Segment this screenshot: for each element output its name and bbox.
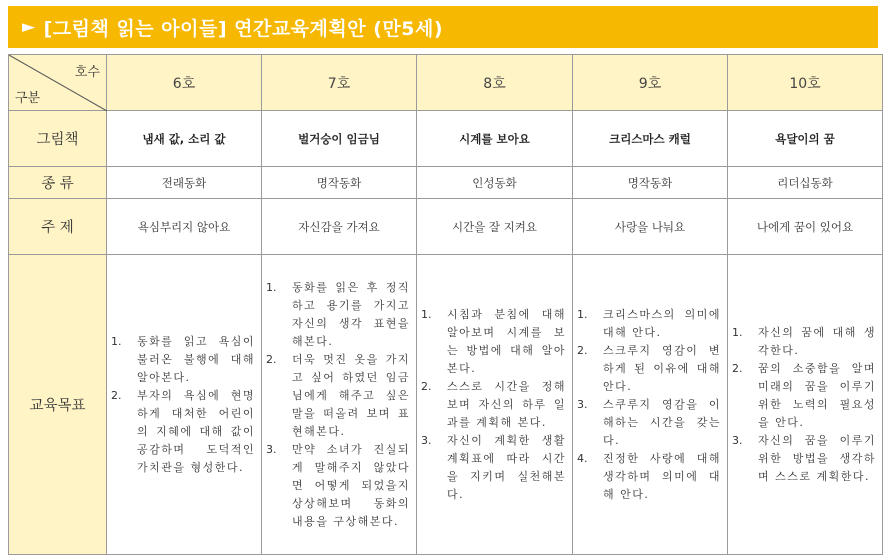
theme-text: 자신감을 가져요 xyxy=(262,199,417,255)
corner-header-cell xyxy=(9,55,107,111)
type-row xyxy=(9,167,883,199)
goal-item: 2. 꿈의 소중함을 알며 미래의 꿈을 이루기 위한 노력의 필요성을 안다. xyxy=(732,361,876,429)
story-type: 인성동화 xyxy=(417,167,573,199)
goals-row xyxy=(9,255,883,555)
goal-item: 2. 스크루지 영감이 변하게 된 이유에 대해 안다. xyxy=(577,343,721,393)
story-type: 명작동화 xyxy=(262,167,417,199)
issue-header: 6호 xyxy=(107,55,262,111)
issue-header: 7호 xyxy=(262,55,417,111)
goals-cell xyxy=(107,255,262,555)
goals-list xyxy=(417,306,572,504)
story-type: 전래동화 xyxy=(107,167,262,199)
goals-list xyxy=(107,333,261,477)
corner-label-issue: 호수 xyxy=(74,65,100,80)
goal-item: 1. 시침과 분침에 대해 알아보며 시계를 보는 방법에 대해 알아본다. xyxy=(421,307,566,375)
corner-label-category: 구분 xyxy=(15,91,41,106)
issue-header: 9호 xyxy=(573,55,728,111)
page-title: [그림책 읽는 아이들] 연간교육계획안 (만5세) xyxy=(43,17,444,40)
goals-list xyxy=(728,324,882,486)
row-label-book: 그림책 xyxy=(9,111,107,167)
issue-header: 8호 xyxy=(417,55,573,111)
goal-item: 2. 부자의 욕심에 현명하게 대처한 어린이의 지혜에 대해 값이 공감하며 도덕적인 가치관을 형성한다. xyxy=(111,388,255,474)
issue-header: 10호 xyxy=(728,55,883,111)
header-row xyxy=(9,55,883,111)
goals-cell xyxy=(728,255,883,555)
theme-text: 사랑을 나눠요 xyxy=(573,199,728,255)
theme-text: 시간을 잘 지켜요 xyxy=(417,199,573,255)
goals-list xyxy=(262,279,416,531)
goal-item: 1. 동화를 읽고 욕심이 불러온 불행에 대해 알아본다. xyxy=(111,334,255,384)
book-row xyxy=(9,111,883,167)
theme-text: 욕심부리지 않아요 xyxy=(107,199,262,255)
goal-item: 3. 스쿠루지 영감을 이해하는 시간을 갖는다. xyxy=(577,397,721,447)
book-title: 냄새 값, 소리 값 xyxy=(107,111,262,167)
story-type: 명작동화 xyxy=(573,167,728,199)
row-label-theme: 주 제 xyxy=(9,199,107,255)
goal-item: 1. 동화를 읽은 후 정직하고 용기를 가지고 자신의 생각 표현을 해본다. xyxy=(266,280,410,348)
goals-cell xyxy=(573,255,728,555)
theme-text: 나에게 꿈이 있어요 xyxy=(728,199,883,255)
goal-item: 1. 크리스마스의 의미에 대해 안다. xyxy=(577,307,721,339)
lesson-plan-table xyxy=(8,54,883,555)
goal-item: 2. 스스로 시간을 정해보며 자신의 하루 일과를 계획해 본다. xyxy=(421,379,566,429)
story-type: 리더십동화 xyxy=(728,167,883,199)
goal-item: 3. 자신이 계획한 생활계획표에 따라 시간을 지키며 실천해본다. xyxy=(421,433,566,501)
book-title: 욕달이의 꿈 xyxy=(728,111,883,167)
theme-row xyxy=(9,199,883,255)
goal-item: 1. 자신의 꿈에 대해 생각한다. xyxy=(732,325,876,357)
title-banner xyxy=(8,6,878,48)
goals-cell xyxy=(417,255,573,555)
goal-item: 3. 자신의 꿈을 이루기 위한 방법을 생각하며 스스로 계획한다. xyxy=(732,433,876,483)
goal-item: 4. 진정한 사랑에 대해 생각하며 의미에 대해 안다. xyxy=(577,451,721,501)
book-title: 크리스마스 캐럴 xyxy=(573,111,728,167)
goals-list xyxy=(573,306,727,504)
goal-item: 2. 더욱 멋진 옷을 가지고 싶어 하였던 임금님에게 해주고 싶은 말을 떠올려 보며 표현해본다. xyxy=(266,352,410,438)
row-label-type: 종 류 xyxy=(9,167,107,199)
goals-cell xyxy=(262,255,417,555)
book-title: 벌거숭이 임금님 xyxy=(262,111,417,167)
row-label-goals: 교육목표 xyxy=(9,255,107,555)
goal-item: 3. 만약 소녀가 진실되게 말해주지 않았다면 어떻게 되었을지 상상해보며 동화의 내용을 구상해본다. xyxy=(266,442,410,528)
play-arrow-icon: ► xyxy=(22,17,36,37)
book-title: 시계를 보아요 xyxy=(417,111,573,167)
